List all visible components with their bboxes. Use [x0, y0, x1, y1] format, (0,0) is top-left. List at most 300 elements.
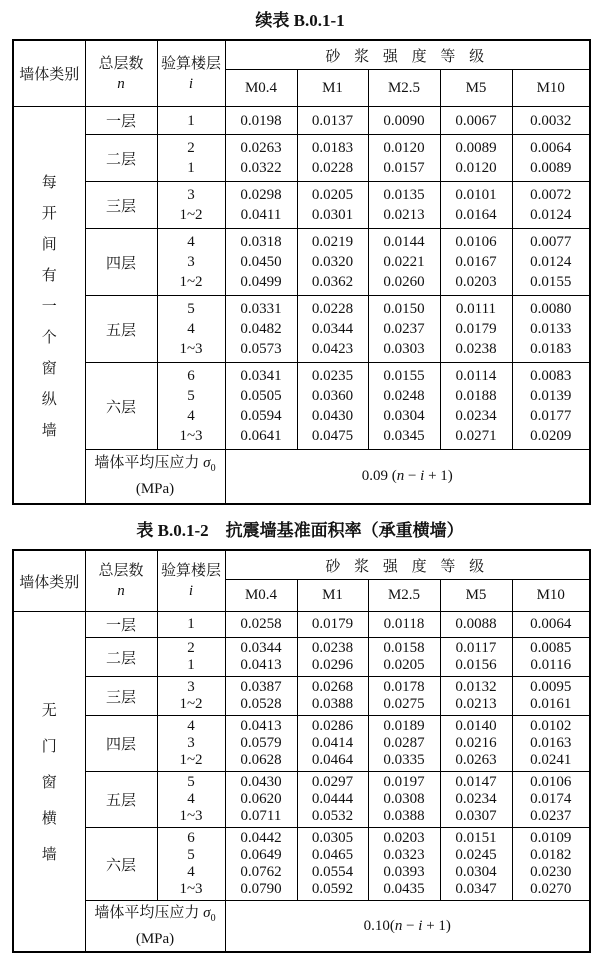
area-ratio-value: 0.0213 — [383, 207, 425, 223]
wall-type-char: 一 — [41, 298, 57, 315]
area-ratio-value: 0.0067 — [455, 112, 497, 129]
storey-group-row — [13, 182, 590, 229]
table-1 — [12, 39, 591, 505]
mortar-grade-header: M10 — [512, 70, 590, 107]
area-ratio-value: 0.0088 — [455, 616, 497, 632]
area-ratio-value: 0.0393 — [383, 864, 425, 880]
check-storey-values — [157, 772, 225, 828]
wall-type-column-header — [13, 550, 85, 612]
area-ratio-values — [297, 363, 368, 450]
avg-compressive-stress-label — [85, 901, 225, 953]
area-ratio-value: 0.0423 — [311, 341, 354, 357]
area-ratio-value: 0.0158 — [383, 640, 425, 656]
wall-type-char: 每 — [41, 174, 57, 191]
area-ratio-value: 0.0322 — [240, 160, 282, 176]
storey-count-label: 四层 — [85, 716, 157, 772]
area-ratio-value: 0.0064 — [530, 140, 572, 156]
storey-count-label: 五层 — [85, 296, 157, 363]
area-ratio-values — [225, 772, 297, 828]
area-ratio-value: 0.0155 — [383, 368, 425, 384]
area-ratio-value: 0.0163 — [530, 735, 572, 751]
area-ratio-value: 0.0594 — [240, 408, 282, 424]
area-ratio-value: 0.0203 — [455, 274, 497, 290]
area-ratio-values — [297, 772, 368, 828]
area-ratio-value: 0.0307 — [455, 808, 497, 824]
area-ratio-value: 0.0620 — [240, 791, 282, 807]
check-storey-values — [157, 229, 225, 296]
area-ratio-value: 0.0140 — [455, 718, 497, 734]
area-ratio-values — [368, 182, 440, 229]
sigma-subscript: 0 — [210, 913, 216, 924]
area-ratio-value: 0.0286 — [311, 718, 354, 734]
area-ratio-value: 0.0228 — [311, 301, 354, 317]
area-ratio-values — [512, 182, 590, 229]
check-storey-value: 4 — [187, 408, 195, 424]
area-ratio-value: 0.0156 — [455, 657, 497, 673]
area-ratio-value: 0.0762 — [240, 864, 282, 880]
area-ratio-values — [440, 296, 512, 363]
check-storey-values — [157, 638, 225, 677]
area-ratio-values — [297, 828, 368, 901]
formula-segment: n — [394, 917, 403, 934]
area-ratio-value: 0.0083 — [530, 368, 572, 384]
area-ratio-value: 0.0032 — [530, 112, 572, 129]
area-ratio-value: 0.0182 — [530, 847, 572, 863]
area-ratio-values — [440, 229, 512, 296]
wall-type-char: 无 — [41, 703, 57, 719]
area-ratio-value: 0.0106 — [455, 234, 497, 250]
area-ratio-value: 0.0135 — [383, 187, 425, 203]
storey-count-label: 二层 — [85, 638, 157, 677]
check-storey-values — [157, 677, 225, 716]
check-storey-value: 2 — [187, 140, 195, 156]
check-storey-value: 1~2 — [179, 207, 203, 223]
area-ratio-values — [368, 638, 440, 677]
area-ratio-values — [225, 135, 297, 182]
storey-count-label: 六层 — [85, 363, 157, 450]
area-ratio-values — [512, 107, 590, 135]
area-ratio-value: 0.0245 — [455, 847, 497, 863]
area-ratio-value: 0.0430 — [240, 774, 282, 790]
area-ratio-value: 0.0183 — [311, 140, 354, 156]
total-storeys-column-header — [85, 40, 157, 107]
area-ratio-value: 0.0117 — [455, 640, 497, 656]
check-storey-value: 3 — [187, 735, 195, 751]
area-ratio-value: 0.0106 — [530, 774, 572, 790]
area-ratio-value: 0.0095 — [530, 679, 572, 695]
area-ratio-value: 0.0271 — [455, 428, 497, 444]
area-ratio-value: 0.0430 — [311, 408, 354, 424]
footer-row — [13, 901, 590, 953]
area-ratio-value: 0.0144 — [383, 234, 425, 250]
area-ratio-value: 0.0161 — [530, 696, 572, 712]
area-ratio-value: 0.0228 — [311, 160, 354, 176]
area-ratio-values — [512, 363, 590, 450]
area-ratio-values — [440, 363, 512, 450]
area-ratio-value: 0.0241 — [530, 752, 572, 768]
table-1-body — [13, 107, 590, 505]
area-ratio-value: 0.0139 — [530, 388, 572, 404]
wall-type-char: 纵 — [41, 391, 57, 408]
area-ratio-value: 0.0234 — [455, 408, 497, 424]
check-storey-header-label: 验算楼层 — [160, 563, 221, 579]
area-ratio-value: 0.0344 — [240, 640, 282, 656]
wall-type-char: 墙 — [41, 847, 57, 863]
area-ratio-value: 0.0179 — [311, 616, 354, 632]
check-storey-value: 2 — [187, 640, 195, 656]
area-ratio-value: 0.0238 — [455, 341, 497, 357]
total-storeys-variable: n — [117, 75, 125, 92]
area-ratio-values — [368, 828, 440, 901]
storey-group-row — [13, 363, 590, 450]
mortar-grade-header: M2.5 — [368, 580, 440, 612]
area-ratio-value: 0.0464 — [311, 752, 354, 768]
area-ratio-value: 0.0080 — [530, 301, 572, 317]
check-storey-value: 6 — [187, 368, 195, 384]
area-ratio-value: 0.0205 — [311, 187, 354, 203]
area-ratio-values — [225, 363, 297, 450]
storey-group-row — [13, 135, 590, 182]
area-ratio-values — [368, 612, 440, 638]
area-ratio-value: 0.0413 — [240, 718, 282, 734]
formula-segment: i — [420, 468, 425, 484]
check-storey-value: 3 — [187, 187, 195, 203]
check-storey-value: 1~3 — [179, 428, 203, 444]
area-ratio-value: 0.0164 — [455, 207, 497, 223]
storey-count-label: 六层 — [85, 828, 157, 901]
storey-group-row — [13, 828, 590, 901]
area-ratio-values — [297, 135, 368, 182]
area-ratio-values — [368, 363, 440, 450]
check-storey-values — [157, 612, 225, 638]
area-ratio-values — [225, 296, 297, 363]
storey-count-label: 一层 — [85, 107, 157, 135]
area-ratio-value: 0.0174 — [530, 791, 572, 807]
storey-count-label: 四层 — [85, 229, 157, 296]
area-ratio-value: 0.0505 — [240, 388, 282, 404]
area-ratio-value: 0.0234 — [455, 791, 497, 807]
area-ratio-values — [225, 828, 297, 901]
wall-type-char: 个 — [41, 329, 57, 346]
area-ratio-value: 0.0147 — [455, 774, 497, 790]
area-ratio-value: 0.0209 — [530, 428, 572, 444]
area-ratio-value: 0.0304 — [383, 408, 425, 424]
area-ratio-value: 0.0205 — [383, 657, 425, 673]
area-ratio-value: 0.0268 — [311, 679, 354, 695]
storey-group-row — [13, 716, 590, 772]
area-ratio-value: 0.0124 — [530, 254, 572, 270]
wall-type-char: 窗 — [41, 360, 57, 377]
check-storey-value: 3 — [187, 679, 195, 695]
area-ratio-values — [225, 229, 297, 296]
area-ratio-value: 0.0230 — [530, 864, 572, 880]
area-ratio-value: 0.0157 — [383, 160, 425, 176]
area-ratio-value: 0.0331 — [240, 301, 282, 317]
area-ratio-value: 0.0323 — [383, 847, 425, 863]
area-ratio-value: 0.0287 — [383, 735, 425, 751]
storey-group-row — [13, 677, 590, 716]
area-ratio-value: 0.0111 — [455, 301, 497, 317]
area-ratio-values — [440, 612, 512, 638]
area-ratio-values — [440, 716, 512, 772]
check-storey-values — [157, 296, 225, 363]
area-ratio-value: 0.0198 — [240, 112, 282, 129]
area-ratio-values — [512, 229, 590, 296]
area-ratio-value: 0.0296 — [311, 657, 354, 673]
area-ratio-value: 0.0133 — [530, 321, 572, 337]
formula-segment: + 1) — [424, 468, 453, 484]
area-ratio-value: 0.0711 — [240, 808, 282, 824]
storey-group-row — [13, 612, 590, 638]
total-storeys-column-header — [85, 550, 157, 612]
check-storey-value: 3 — [187, 254, 195, 270]
area-ratio-value: 0.0641 — [240, 428, 282, 444]
sigma-symbol: σ — [203, 455, 211, 471]
check-storey-value: 5 — [187, 301, 195, 317]
area-ratio-values — [368, 716, 440, 772]
mortar-grade-header: M0.4 — [225, 580, 297, 612]
area-ratio-value: 0.0132 — [455, 679, 497, 695]
area-ratio-value: 0.0482 — [240, 321, 282, 337]
area-ratio-value: 0.0388 — [311, 696, 354, 712]
check-storey-value: 1~3 — [179, 881, 203, 897]
area-ratio-value: 0.0320 — [311, 254, 354, 270]
area-ratio-values — [368, 107, 440, 135]
check-storey-values — [157, 363, 225, 450]
area-ratio-value: 0.0303 — [383, 341, 425, 357]
area-ratio-value: 0.0411 — [240, 207, 282, 223]
area-ratio-value: 0.0263 — [455, 752, 497, 768]
area-ratio-value: 0.0573 — [240, 341, 282, 357]
area-ratio-value: 0.0270 — [530, 881, 572, 897]
mortar-grade-header: M5 — [440, 580, 512, 612]
avg-stress-formula — [225, 901, 590, 953]
area-ratio-value: 0.0150 — [383, 301, 425, 317]
area-ratio-values — [512, 772, 590, 828]
area-ratio-value: 0.0554 — [311, 864, 354, 880]
check-storey-header-label: 验算楼层 — [160, 55, 221, 72]
area-ratio-value: 0.0178 — [383, 679, 425, 695]
table-2 — [12, 549, 591, 953]
table-1-header — [13, 40, 590, 107]
mortar-strength-group-header: 砂 浆 强 度 等 级 — [225, 40, 590, 70]
formula-segment: 0.09 ( — [361, 468, 397, 484]
check-storey-value: 1~2 — [179, 752, 203, 768]
area-ratio-value: 0.0435 — [383, 881, 425, 897]
storey-count-label: 一层 — [85, 612, 157, 638]
area-ratio-values — [297, 229, 368, 296]
wall-type-char: 间 — [41, 236, 57, 253]
check-storey-values — [157, 828, 225, 901]
area-ratio-value: 0.0344 — [311, 321, 354, 337]
area-ratio-value: 0.0101 — [455, 187, 497, 203]
area-ratio-value: 0.0628 — [240, 752, 282, 768]
avg-stress-label-line: 墙体平均压应力 $\sigma_0$ — [94, 455, 216, 474]
wall-type-char: 窗 — [41, 775, 57, 791]
check-storey-values — [157, 135, 225, 182]
area-ratio-value: 0.0592 — [311, 881, 354, 897]
formula-segment: + 1) — [422, 917, 451, 934]
mortar-grade-header: M1 — [297, 580, 368, 612]
area-ratio-values — [225, 638, 297, 677]
check-storey-values — [157, 107, 225, 135]
area-ratio-value: 0.0790 — [240, 881, 282, 897]
storey-count-label: 三层 — [85, 677, 157, 716]
area-ratio-value: 0.0203 — [383, 830, 425, 846]
area-ratio-values — [512, 638, 590, 677]
total-storeys-header-label: 总层数 — [98, 55, 144, 72]
formula-segment: n — [396, 468, 405, 484]
area-ratio-value: 0.0341 — [240, 368, 282, 384]
area-ratio-values — [440, 107, 512, 135]
check-storey-value: 4 — [187, 321, 195, 337]
storey-group-row — [13, 638, 590, 677]
wall-type-char: 墙 — [41, 422, 57, 439]
area-ratio-value: 0.0216 — [455, 735, 497, 751]
area-ratio-values — [225, 716, 297, 772]
avg-compressive-stress-label — [85, 450, 225, 505]
formula-segment: 0.10( — [363, 917, 395, 934]
area-ratio-value: 0.0388 — [383, 808, 425, 824]
area-ratio-value: 0.0318 — [240, 234, 282, 250]
area-ratio-value: 0.0102 — [530, 718, 572, 734]
check-storey-value: 4 — [187, 718, 195, 734]
wall-type-vertical-label — [42, 699, 57, 864]
formula-segment: i — [418, 917, 423, 934]
area-ratio-value: 0.0649 — [240, 847, 282, 863]
area-ratio-values — [297, 107, 368, 135]
area-ratio-value: 0.0085 — [530, 640, 572, 656]
area-ratio-value: 0.0089 — [455, 140, 497, 156]
area-ratio-value: 0.0345 — [383, 428, 425, 444]
storey-count-label: 三层 — [85, 182, 157, 229]
table-2-title: 表 B.0.1-2 抗震墙基准面积率（承重横墙） — [136, 521, 464, 540]
formula-segment: − — [402, 917, 419, 934]
area-ratio-value: 0.0258 — [240, 616, 282, 632]
area-ratio-values — [225, 182, 297, 229]
area-ratio-values — [368, 135, 440, 182]
check-storey-value: 1~3 — [179, 341, 203, 357]
check-storey-column-header — [157, 550, 225, 612]
storey-group-row — [13, 772, 590, 828]
footer-row — [13, 450, 590, 505]
area-ratio-value: 0.0137 — [311, 112, 354, 129]
area-ratio-values — [440, 677, 512, 716]
check-storey-value: 1~2 — [179, 274, 203, 290]
area-ratio-values — [297, 296, 368, 363]
wall-type-header-label: 墙体类别 — [19, 574, 80, 591]
area-ratio-value: 0.0442 — [240, 830, 282, 846]
table-2-body — [13, 612, 590, 953]
storey-count-label: 五层 — [85, 772, 157, 828]
mortar-strength-group-header: 砂 浆 强 度 等 级 — [225, 550, 590, 580]
area-ratio-value: 0.0235 — [311, 368, 354, 384]
mortar-grade-header: M5 — [440, 70, 512, 107]
area-ratio-value: 0.0413 — [240, 657, 282, 673]
area-ratio-values — [440, 135, 512, 182]
area-ratio-value: 0.0347 — [455, 881, 497, 897]
area-ratio-value: 0.0450 — [240, 254, 282, 270]
area-ratio-value: 0.0579 — [240, 735, 282, 751]
total-storeys-variable: n — [117, 583, 125, 599]
area-ratio-value: 0.0118 — [383, 616, 425, 632]
area-ratio-value: 0.0219 — [311, 234, 354, 250]
area-ratio-value: 0.0116 — [530, 657, 572, 673]
area-ratio-value: 0.0308 — [383, 791, 425, 807]
area-ratio-values — [297, 638, 368, 677]
check-storey-value: 1~3 — [179, 808, 203, 824]
wall-type-char: 门 — [41, 739, 57, 755]
check-storey-value: 1 — [187, 112, 195, 129]
area-ratio-value: 0.0360 — [311, 388, 354, 404]
area-ratio-value: 0.0109 — [530, 830, 572, 846]
stress-unit-label: (MPa) — [135, 931, 175, 947]
area-ratio-value: 0.0179 — [455, 321, 497, 337]
avg-stress-formula — [225, 450, 590, 505]
area-ratio-values — [512, 828, 590, 901]
area-ratio-value: 0.0188 — [455, 388, 497, 404]
area-ratio-value: 0.0114 — [455, 368, 497, 384]
area-ratio-value: 0.0387 — [240, 679, 282, 695]
area-ratio-value: 0.0499 — [240, 274, 282, 290]
area-ratio-value: 0.0151 — [455, 830, 497, 846]
area-ratio-value: 0.0183 — [530, 341, 572, 357]
area-ratio-values — [368, 772, 440, 828]
check-storey-value: 4 — [187, 234, 195, 250]
area-ratio-value: 0.0301 — [311, 207, 354, 223]
check-storey-value: 1~2 — [179, 696, 203, 712]
area-ratio-values — [440, 182, 512, 229]
area-ratio-values — [512, 677, 590, 716]
area-ratio-value: 0.0120 — [383, 140, 425, 156]
area-ratio-values — [297, 677, 368, 716]
wall-type-vertical-label — [42, 171, 57, 440]
area-ratio-values — [297, 182, 368, 229]
area-ratio-values — [225, 107, 297, 135]
wall-type-char: 有 — [41, 267, 57, 284]
area-ratio-value: 0.0475 — [311, 428, 354, 444]
area-ratio-value: 0.0248 — [383, 388, 425, 404]
area-ratio-value: 0.0072 — [530, 187, 572, 203]
check-storey-value: 5 — [187, 847, 195, 863]
area-ratio-values — [512, 296, 590, 363]
wall-type-label-cell — [13, 612, 85, 953]
area-ratio-values — [440, 638, 512, 677]
area-ratio-value: 0.0237 — [383, 321, 425, 337]
sigma-symbol: σ — [203, 905, 211, 921]
mortar-grade-header: M1 — [297, 70, 368, 107]
area-ratio-values — [512, 612, 590, 638]
check-storey-value: 5 — [187, 774, 195, 790]
area-ratio-value: 0.0090 — [383, 112, 425, 129]
area-ratio-value: 0.0177 — [530, 408, 572, 424]
check-storey-values — [157, 182, 225, 229]
table-2-header — [13, 550, 590, 612]
area-ratio-values — [512, 135, 590, 182]
area-ratio-value: 0.0305 — [311, 830, 354, 846]
area-ratio-values — [440, 772, 512, 828]
total-storeys-header-label: 总层数 — [98, 563, 144, 579]
area-ratio-value: 0.0155 — [530, 274, 572, 290]
area-ratio-values — [368, 229, 440, 296]
area-ratio-values — [440, 828, 512, 901]
check-storey-value: 1 — [187, 160, 195, 176]
check-storey-value: 1 — [187, 657, 195, 673]
stress-unit-label: (MPa) — [135, 481, 175, 497]
area-ratio-value: 0.0124 — [530, 207, 572, 223]
area-ratio-value: 0.0120 — [455, 160, 497, 176]
area-ratio-value: 0.0238 — [311, 640, 354, 656]
